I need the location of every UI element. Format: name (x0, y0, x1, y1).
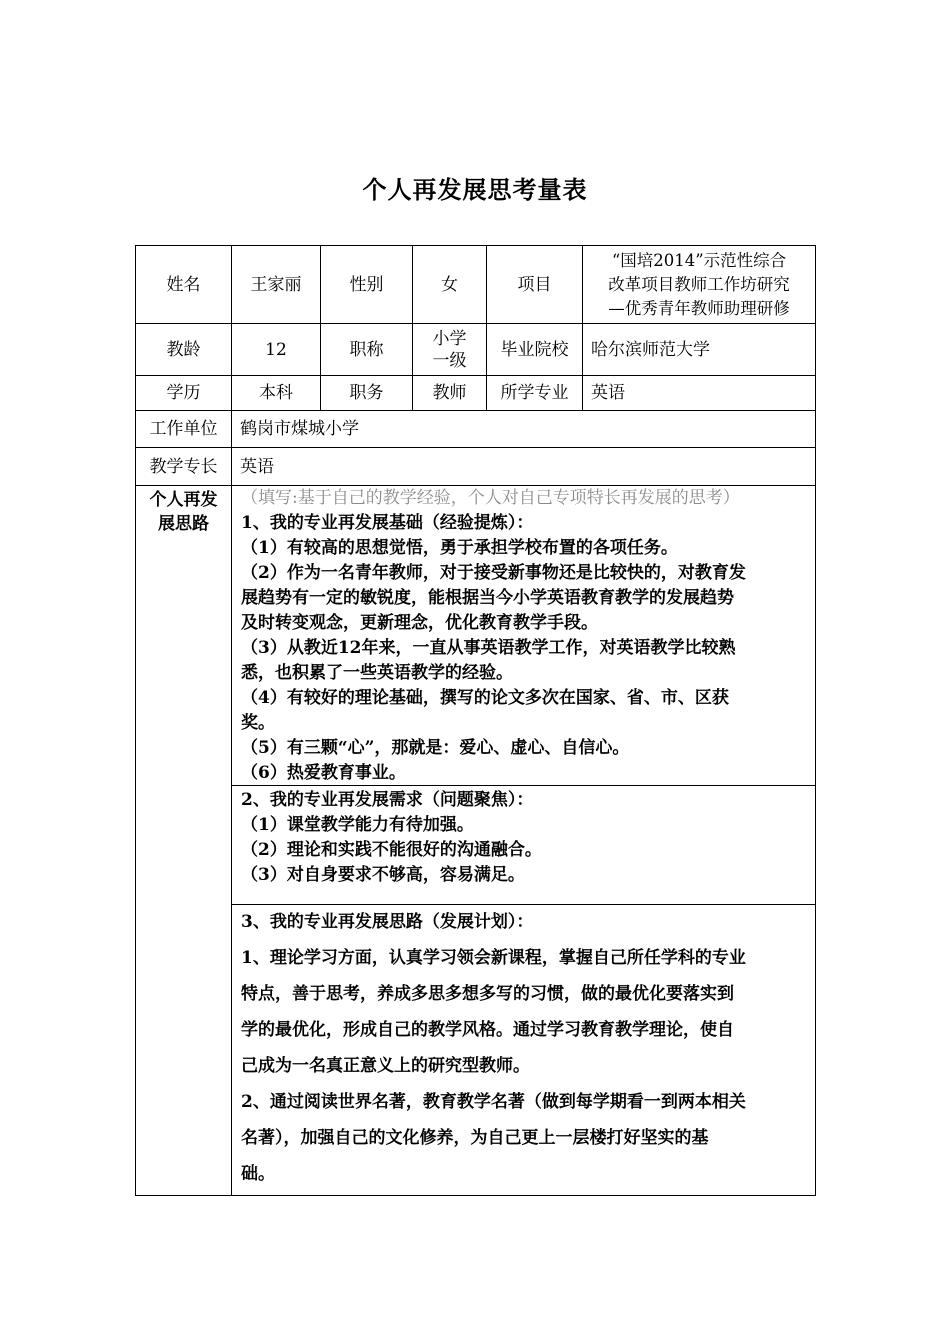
assessment-form-table (135, 245, 816, 1196)
rank-value (413, 324, 486, 375)
part1-line: 及时转变观念，更新理念，优化教育教学手段。 (241, 613, 598, 633)
specialty-label: 教学专长 (149, 456, 218, 477)
work-unit-value: 鹤岗市煤城小学 (240, 419, 359, 439)
hint-text: （填写:基于自己的教学经验，个人对自己专项特长再发展的思考） (241, 488, 740, 508)
education-value: 本科 (259, 383, 293, 403)
page-title: 个人再发展思考量表 (362, 175, 588, 204)
project-value (583, 246, 815, 323)
part3-line: 1、理论学习方面，认真学习领会新课程，掌握自己所任学科的专业 (241, 948, 746, 968)
education-label: 学历 (166, 383, 201, 403)
part3-line: 础。 (241, 1164, 275, 1184)
gender-label: 性别 (349, 274, 384, 295)
school-label: 毕业院校 (500, 339, 569, 360)
part2-line: （1）课堂教学能力有待加强。 (241, 815, 474, 835)
part1-block (241, 486, 811, 786)
label-line: 个人再发 (149, 490, 218, 510)
part2-line: （3）对自身要求不够高，容易满足。 (241, 865, 525, 885)
duty-value: 教师 (432, 383, 467, 403)
name-value: 王家丽 (250, 274, 302, 295)
part1-line: 展趋势有一定的敏锐度，能根据当今小学英语教育教学的发展趋势 (241, 588, 734, 608)
major-value: 英语 (591, 383, 625, 403)
major-label: 所学专业 (500, 383, 569, 403)
gender-value: 女 (441, 274, 458, 295)
project-label: 项目 (517, 274, 552, 295)
duty-label: 职务 (349, 383, 384, 403)
part3-line: 特点，善于思考，养成多思多想多写的习惯，做的最优化要落实到 (241, 984, 734, 1004)
rank-label: 职称 (349, 339, 384, 360)
school-value: 哈尔滨师范大学 (591, 339, 710, 360)
part1-line: （2）作为一名青年教师，对于接受新事物还是比较快的，对教育发 (241, 563, 746, 583)
teaching-years-value: 12 (265, 339, 287, 360)
part1-line: （4）有较好的理论基础，撰写的论文多次在国家、省、市、区获 (241, 688, 729, 708)
part1-heading: 1、我的专业再发展基础（经验提炼）： (241, 513, 534, 533)
specialty-value: 英语 (240, 456, 274, 477)
part3-block (241, 904, 811, 1192)
part1-line: 悉，也积累了一些英语教学的经验。 (241, 663, 513, 683)
part2-heading: 2、我的专业再发展需求（问题聚焦）： (241, 790, 534, 810)
part3-heading: 3、我的专业再发展思路（发展计划）： (241, 912, 534, 932)
part3-line: 学的最优化，形成自己的教学风格。通过学习教育教学理论，使自 (241, 1020, 734, 1040)
rank-line: 小学 (432, 328, 467, 349)
part3-line: 名著），加强自己的文化修养，为自己更上一层楼打好坚实的基 (241, 1128, 709, 1148)
part3-line: 己成为一名真正意义上的研究型教师。 (241, 1056, 530, 1076)
part3-line: 2、通过阅读世界名著，教育教学名著（做到每学期看一到两本相关 (241, 1092, 746, 1112)
part2-block (241, 788, 811, 888)
name-label: 姓名 (166, 274, 201, 295)
part1-line: （5）有三颗“心”，那就是：爱心、虚心、自信心。 (241, 738, 630, 758)
development-ideas-label (136, 488, 231, 536)
part2-line: （2）理论和实践不能很好的沟通融合。 (241, 840, 542, 860)
part1-line: （3）从教近12年来，一直从事英语教学工作，对英语教学比较熟 (241, 638, 736, 658)
project-line: 改革项目教师工作坊研究 (608, 274, 790, 294)
part1-line: （1）有较高的思想觉悟，勇于承担学校布置的各项任务。 (241, 538, 678, 558)
label-line: 展思路 (158, 514, 209, 534)
teaching-years-label: 教龄 (166, 339, 201, 360)
project-line: —优秀青年教师助理研修 (608, 298, 790, 318)
part1-line: 奖。 (241, 713, 275, 733)
part1-line: （6）热爱教育事业。 (241, 763, 406, 783)
rank-line: 一级 (432, 350, 467, 371)
project-line: “国培2014”示范性综合 (611, 250, 787, 270)
work-unit-label: 工作单位 (149, 419, 218, 439)
